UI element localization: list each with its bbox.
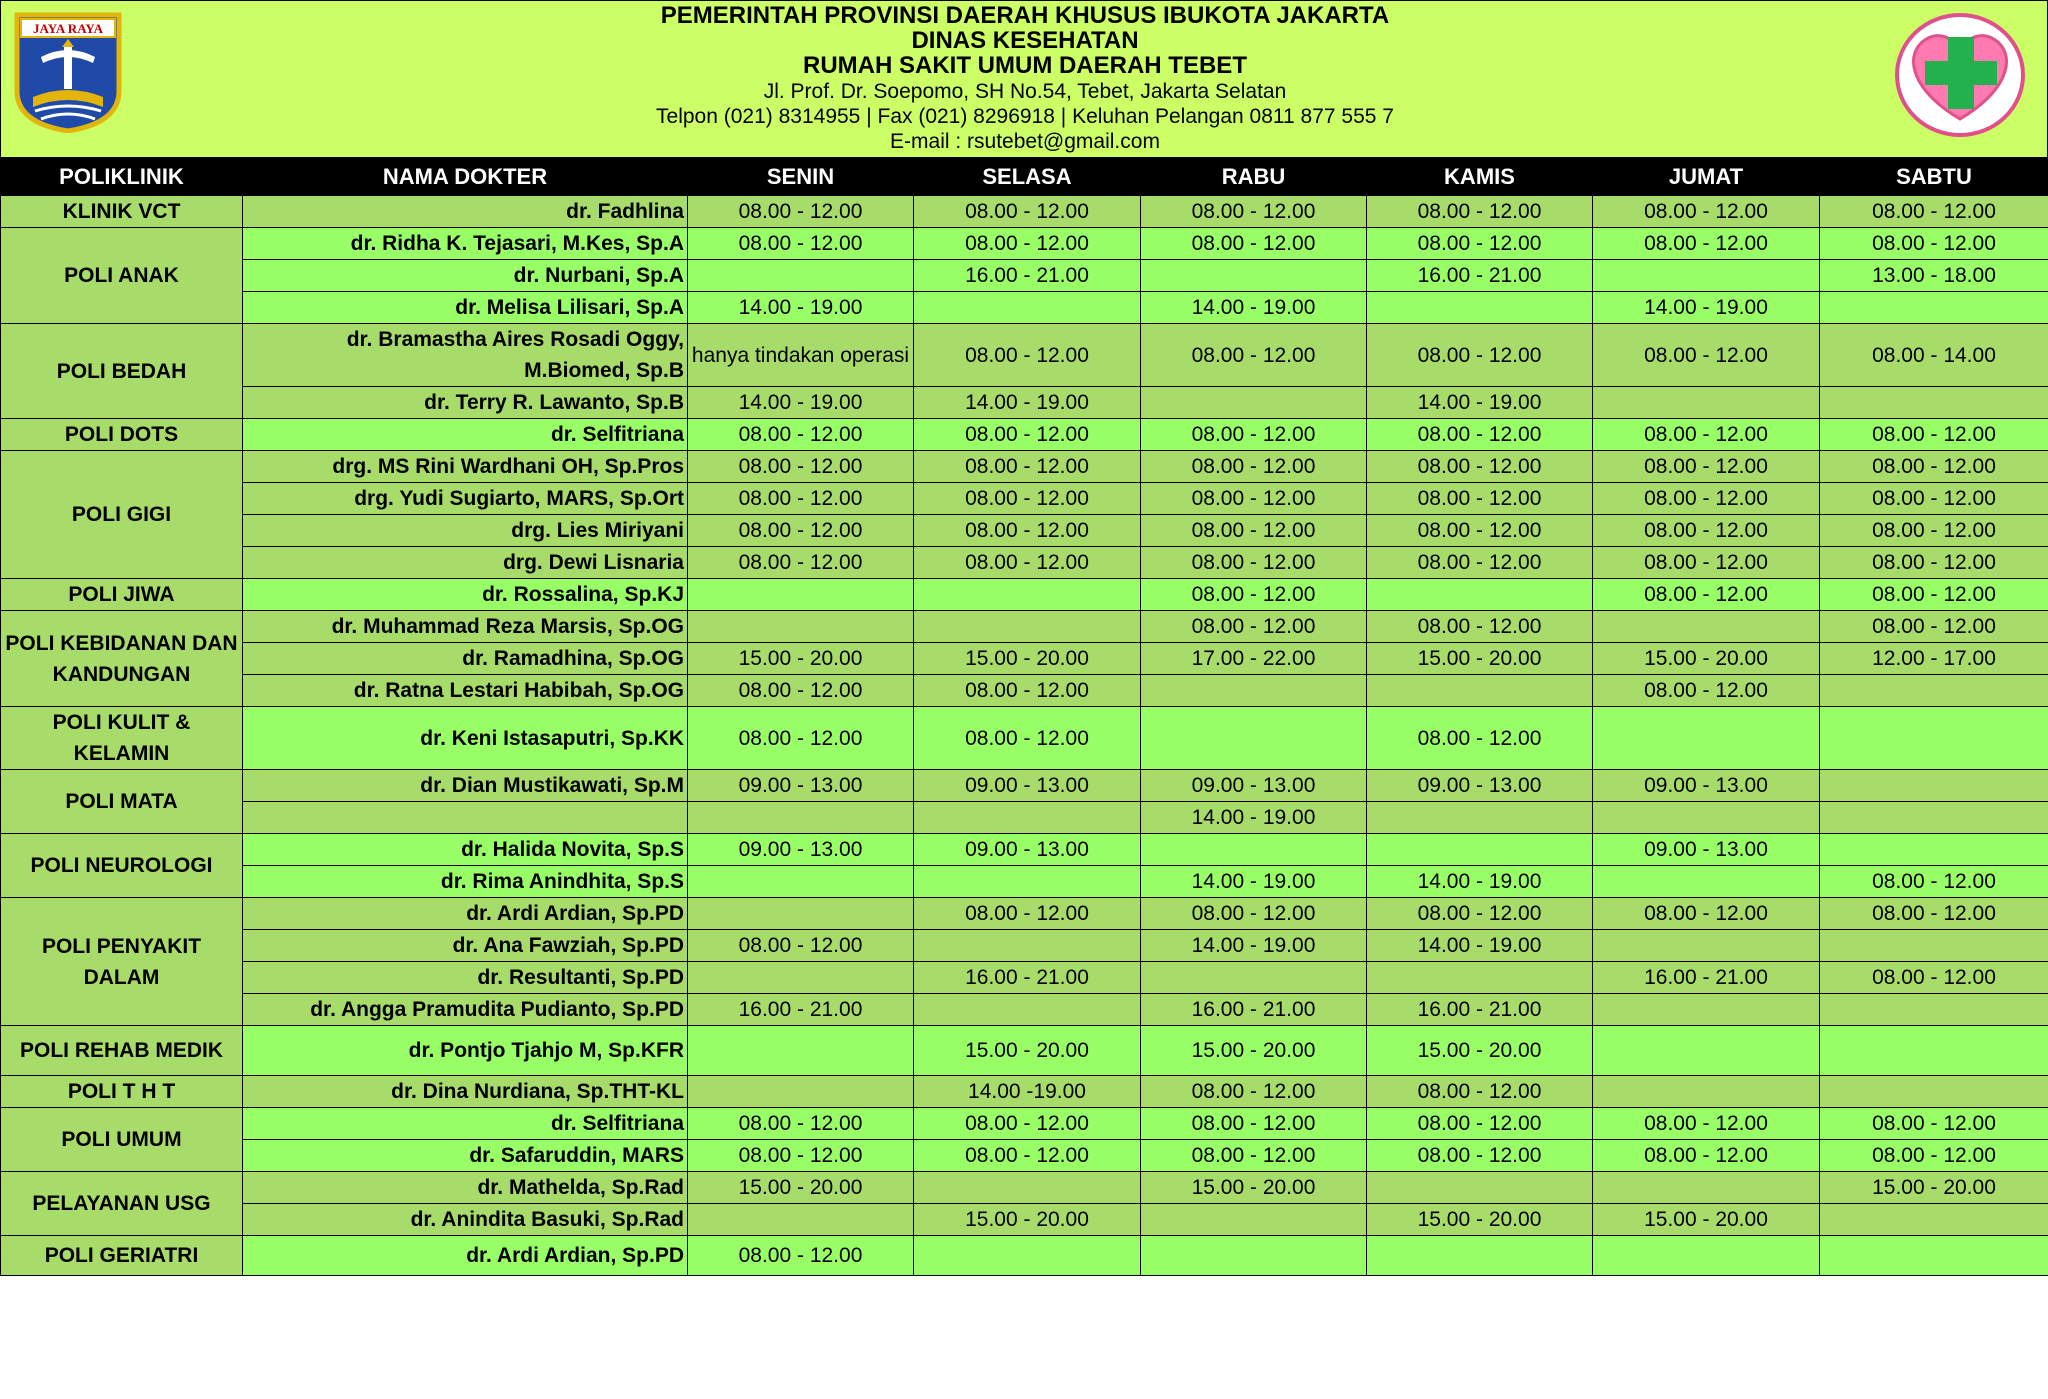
schedule-time-cell bbox=[914, 930, 1141, 962]
schedule-time-cell bbox=[688, 802, 914, 834]
schedule-time-cell: 08.00 - 12.00 bbox=[1593, 324, 1820, 387]
schedule-time-cell bbox=[1593, 707, 1820, 770]
schedule-time-cell bbox=[1593, 1076, 1820, 1108]
schedule-time-cell bbox=[1820, 387, 2048, 419]
schedule-time-cell: 15.00 - 20.00 bbox=[1367, 643, 1593, 675]
schedule-time-cell: 08.00 - 12.00 bbox=[914, 196, 1141, 228]
col-jumat-header: JUMAT bbox=[1593, 158, 1820, 196]
schedule-time-cell bbox=[1593, 1236, 1820, 1276]
schedule-time-cell: 08.00 - 12.00 bbox=[1593, 898, 1820, 930]
doctor-name-cell: drg. Lies Miriyani bbox=[243, 515, 688, 547]
schedule-time-cell bbox=[914, 292, 1141, 324]
schedule-time-cell bbox=[1820, 770, 2048, 802]
schedule-time-cell: 14.00 - 19.00 bbox=[1593, 292, 1820, 324]
table-row bbox=[1, 419, 2048, 451]
doctor-name-cell: dr. Selfitriana bbox=[243, 1108, 688, 1140]
col-kamis-header: KAMIS bbox=[1367, 158, 1593, 196]
schedule-time-cell: 08.00 - 12.00 bbox=[1367, 547, 1593, 579]
col-doctor-header: NAMA DOKTER bbox=[243, 158, 688, 196]
doctor-name-cell: dr. Safaruddin, MARS bbox=[243, 1140, 688, 1172]
schedule-time-cell: 08.00 - 12.00 bbox=[1141, 515, 1367, 547]
poliklinik-cell: POLI NEUROLOGI bbox=[1, 834, 243, 898]
schedule-time-cell bbox=[1141, 707, 1367, 770]
table-row bbox=[1, 1172, 2048, 1204]
poliklinik-cell: POLI GERIATRI bbox=[1, 1236, 243, 1276]
schedule-time-cell: 08.00 - 12.00 bbox=[1141, 419, 1367, 451]
table-row bbox=[1, 483, 2048, 515]
schedule-time-cell: 08.00 - 12.00 bbox=[688, 707, 914, 770]
doctor-name-cell: dr. Dina Nurdiana, Sp.THT-KL bbox=[243, 1076, 688, 1108]
schedule-time-cell bbox=[1367, 962, 1593, 994]
schedule-time-cell: 08.00 - 12.00 bbox=[1141, 898, 1367, 930]
hospital-cross-logo bbox=[1893, 11, 2027, 139]
schedule-time-cell: 09.00 - 13.00 bbox=[914, 834, 1141, 866]
schedule-time-cell: 16.00 - 21.00 bbox=[688, 994, 914, 1026]
schedule-time-cell: 12.00 - 17.00 bbox=[1820, 643, 2048, 675]
schedule-time-cell bbox=[1593, 994, 1820, 1026]
schedule-time-cell bbox=[1820, 1076, 2048, 1108]
schedule-time-cell bbox=[1820, 994, 2048, 1026]
schedule-time-cell: 08.00 - 12.00 bbox=[688, 515, 914, 547]
schedule-time-cell: 08.00 - 12.00 bbox=[688, 1108, 914, 1140]
schedule-time-cell bbox=[914, 866, 1141, 898]
schedule-time-cell: 16.00 - 21.00 bbox=[1141, 994, 1367, 1026]
schedule-time-cell bbox=[1820, 834, 2048, 866]
poliklinik-cell: POLI BEDAH bbox=[1, 324, 243, 419]
table-row bbox=[1, 1204, 2048, 1236]
schedule-time-cell: 08.00 - 12.00 bbox=[688, 547, 914, 579]
poliklinik-cell: POLI UMUM bbox=[1, 1108, 243, 1172]
doctor-name-cell: drg. MS Rini Wardhani OH, Sp.Pros bbox=[243, 451, 688, 483]
schedule-time-cell: 08.00 - 12.00 bbox=[914, 451, 1141, 483]
table-row bbox=[1, 675, 2048, 707]
schedule-time-cell: 08.00 - 12.00 bbox=[914, 1108, 1141, 1140]
header-banner bbox=[0, 0, 2048, 158]
doctor-name-cell: drg. Dewi Lisnaria bbox=[243, 547, 688, 579]
schedule-time-cell bbox=[914, 1236, 1141, 1276]
poliklinik-cell: POLI KULIT & KELAMIN bbox=[1, 707, 243, 770]
schedule-time-cell: 08.00 - 12.00 bbox=[914, 324, 1141, 387]
schedule-time-cell: 09.00 - 13.00 bbox=[1141, 770, 1367, 802]
schedule-time-cell: 14.00 - 19.00 bbox=[1367, 930, 1593, 962]
schedule-time-cell: 08.00 - 12.00 bbox=[1820, 483, 2048, 515]
poliklinik-cell: KLINIK VCT bbox=[1, 196, 243, 228]
header-department: DINAS KESEHATAN bbox=[911, 27, 1139, 54]
table-row bbox=[1, 866, 2048, 898]
schedule-time-cell: 08.00 - 12.00 bbox=[1820, 866, 2048, 898]
schedule-time-cell bbox=[1141, 962, 1367, 994]
doctor-name-cell: dr. Pontjo Tjahjo M, Sp.KFR bbox=[243, 1026, 688, 1076]
schedule-time-cell: 14.00 - 19.00 bbox=[1367, 866, 1593, 898]
schedule-time-cell: 08.00 - 12.00 bbox=[1367, 1076, 1593, 1108]
table-row bbox=[1, 834, 2048, 866]
schedule-time-cell: 08.00 - 12.00 bbox=[1367, 1140, 1593, 1172]
schedule-time-cell: 16.00 - 21.00 bbox=[1367, 260, 1593, 292]
schedule-time-cell bbox=[1820, 675, 2048, 707]
poliklinik-cell: POLI KEBIDANAN DAN KANDUNGAN bbox=[1, 611, 243, 707]
schedule-time-cell bbox=[688, 866, 914, 898]
schedule-time-cell: 08.00 - 12.00 bbox=[1593, 675, 1820, 707]
schedule-time-cell: 08.00 - 12.00 bbox=[1820, 579, 2048, 611]
schedule-time-cell bbox=[1367, 1236, 1593, 1276]
schedule-time-cell bbox=[1593, 866, 1820, 898]
doctor-name-cell: dr. Ardi Ardian, Sp.PD bbox=[243, 898, 688, 930]
table-row bbox=[1, 898, 2048, 930]
doctor-name-cell: dr. Angga Pramudita Pudianto, Sp.PD bbox=[243, 994, 688, 1026]
schedule-table bbox=[0, 157, 2048, 1276]
schedule-time-cell: 16.00 - 21.00 bbox=[1367, 994, 1593, 1026]
schedule-time-cell: 08.00 - 12.00 bbox=[1820, 962, 2048, 994]
schedule-time-cell bbox=[688, 579, 914, 611]
schedule-time-cell: 08.00 - 12.00 bbox=[1820, 515, 2048, 547]
schedule-body bbox=[1, 196, 2048, 1276]
schedule-time-cell: 08.00 - 12.00 bbox=[688, 675, 914, 707]
doctor-name-cell: dr. Selfitriana bbox=[243, 419, 688, 451]
table-row bbox=[1, 802, 2048, 834]
schedule-time-cell: 08.00 - 12.00 bbox=[1367, 1108, 1593, 1140]
schedule-time-cell bbox=[914, 611, 1141, 643]
schedule-time-cell: 08.00 - 12.00 bbox=[688, 419, 914, 451]
schedule-time-cell bbox=[1593, 1172, 1820, 1204]
poliklinik-cell: POLI DOTS bbox=[1, 419, 243, 451]
schedule-time-cell: 08.00 - 12.00 bbox=[1820, 228, 2048, 260]
schedule-time-cell: 14.00 - 19.00 bbox=[688, 387, 914, 419]
schedule-time-cell: 08.00 - 12.00 bbox=[1141, 579, 1367, 611]
col-selasa-header: SELASA bbox=[914, 158, 1141, 196]
doctor-name-cell: dr. Rossalina, Sp.KJ bbox=[243, 579, 688, 611]
schedule-time-cell: 08.00 - 12.00 bbox=[1367, 898, 1593, 930]
schedule-time-cell: 08.00 - 12.00 bbox=[1141, 1108, 1367, 1140]
schedule-time-cell: 08.00 - 12.00 bbox=[914, 515, 1141, 547]
poliklinik-cell: POLI JIWA bbox=[1, 579, 243, 611]
table-row bbox=[1, 611, 2048, 643]
schedule-time-cell: 08.00 - 12.00 bbox=[914, 1140, 1141, 1172]
schedule-time-cell bbox=[1820, 707, 2048, 770]
schedule-time-cell: 17.00 - 22.00 bbox=[1141, 643, 1367, 675]
schedule-time-cell: 08.00 - 12.00 bbox=[914, 898, 1141, 930]
schedule-time-cell bbox=[688, 962, 914, 994]
schedule-time-cell: 08.00 - 12.00 bbox=[1820, 898, 2048, 930]
schedule-time-cell: 08.00 - 12.00 bbox=[1593, 1140, 1820, 1172]
schedule-time-cell: 09.00 - 13.00 bbox=[1593, 770, 1820, 802]
col-rabu-header: RABU bbox=[1141, 158, 1367, 196]
schedule-time-cell bbox=[1141, 834, 1367, 866]
table-row bbox=[1, 994, 2048, 1026]
schedule-time-cell: 08.00 - 12.00 bbox=[1593, 451, 1820, 483]
table-row bbox=[1, 515, 2048, 547]
table-row bbox=[1, 324, 2048, 387]
doctor-name-cell: dr. Ana Fawziah, Sp.PD bbox=[243, 930, 688, 962]
poliklinik-cell: POLI ANAK bbox=[1, 228, 243, 324]
poliklinik-cell: POLI REHAB MEDIK bbox=[1, 1026, 243, 1076]
schedule-time-cell: 15.00 - 20.00 bbox=[1141, 1026, 1367, 1076]
schedule-time-cell: 08.00 - 12.00 bbox=[688, 228, 914, 260]
doctor-name-cell: dr. Fadhlina bbox=[243, 196, 688, 228]
schedule-time-cell: 08.00 - 12.00 bbox=[1141, 228, 1367, 260]
schedule-time-cell: 15.00 - 20.00 bbox=[1367, 1026, 1593, 1076]
schedule-time-cell: 08.00 - 12.00 bbox=[1141, 196, 1367, 228]
doctor-name-cell: dr. Keni Istasaputri, Sp.KK bbox=[243, 707, 688, 770]
schedule-time-cell: 08.00 - 12.00 bbox=[688, 196, 914, 228]
schedule-time-cell: 08.00 - 12.00 bbox=[1593, 515, 1820, 547]
schedule-time-cell bbox=[1593, 260, 1820, 292]
schedule-time-cell: 08.00 - 12.00 bbox=[1367, 196, 1593, 228]
schedule-time-cell: 08.00 - 12.00 bbox=[688, 1140, 914, 1172]
schedule-time-cell: 08.00 - 12.00 bbox=[1820, 1140, 2048, 1172]
doctor-name-cell: dr. Terry R. Lawanto, Sp.B bbox=[243, 387, 688, 419]
col-poliklinik-header: POLIKLINIK bbox=[1, 158, 243, 196]
schedule-time-cell: 08.00 - 12.00 bbox=[1820, 547, 2048, 579]
schedule-time-cell: 08.00 - 12.00 bbox=[688, 451, 914, 483]
doctor-name-cell: drg. Yudi Sugiarto, MARS, Sp.Ort bbox=[243, 483, 688, 515]
schedule-time-cell bbox=[1141, 387, 1367, 419]
schedule-time-cell bbox=[1367, 802, 1593, 834]
schedule-time-cell bbox=[1593, 930, 1820, 962]
schedule-time-cell: 08.00 - 12.00 bbox=[914, 547, 1141, 579]
schedule-time-cell: 08.00 - 12.00 bbox=[1367, 228, 1593, 260]
schedule-time-cell: 15.00 - 20.00 bbox=[1141, 1172, 1367, 1204]
schedule-time-cell: 09.00 - 13.00 bbox=[688, 834, 914, 866]
schedule-time-cell: 14.00 - 19.00 bbox=[914, 387, 1141, 419]
doctor-name-cell: dr. Ramadhina, Sp.OG bbox=[243, 643, 688, 675]
table-row bbox=[1, 643, 2048, 675]
schedule-time-cell: hanya tindakan operasi bbox=[688, 324, 914, 387]
schedule-time-cell bbox=[688, 1026, 914, 1076]
poliklinik-cell: POLI PENYAKIT DALAM bbox=[1, 898, 243, 1026]
header-email: E-mail : rsutebet@gmail.com bbox=[890, 130, 1160, 153]
schedule-time-cell bbox=[1820, 930, 2048, 962]
schedule-time-cell: 08.00 - 12.00 bbox=[1820, 611, 2048, 643]
doctor-name-cell: dr. Rima Anindhita, Sp.S bbox=[243, 866, 688, 898]
table-header-row bbox=[1, 158, 2048, 196]
schedule-time-cell: 09.00 - 13.00 bbox=[914, 770, 1141, 802]
table-row bbox=[1, 228, 2048, 260]
schedule-time-cell: 15.00 - 20.00 bbox=[914, 1026, 1141, 1076]
table-row bbox=[1, 196, 2048, 228]
schedule-time-cell: 14.00 - 19.00 bbox=[1141, 292, 1367, 324]
table-row bbox=[1, 770, 2048, 802]
schedule-time-cell: 08.00 - 12.00 bbox=[1367, 611, 1593, 643]
header-address: Jl. Prof. Dr. Soepomo, SH No.54, Tebet, Jakarta Selatan bbox=[763, 80, 1287, 103]
schedule-time-cell bbox=[1820, 1026, 2048, 1076]
header-hospital-name: RUMAH SAKIT UMUM DAERAH TEBET bbox=[803, 52, 1247, 79]
poliklinik-cell: PELAYANAN USG bbox=[1, 1172, 243, 1236]
schedule-time-cell bbox=[688, 260, 914, 292]
logo-motto: JAYA RAYA bbox=[33, 21, 103, 36]
schedule-time-cell: 08.00 - 12.00 bbox=[1593, 1108, 1820, 1140]
schedule-time-cell: 14.00 - 19.00 bbox=[688, 292, 914, 324]
doctor-name-cell: dr. Resultanti, Sp.PD bbox=[243, 962, 688, 994]
schedule-time-cell: 08.00 - 12.00 bbox=[1593, 196, 1820, 228]
schedule-time-cell: 08.00 - 12.00 bbox=[1593, 228, 1820, 260]
schedule-time-cell: 08.00 - 12.00 bbox=[1820, 196, 2048, 228]
schedule-time-cell bbox=[1367, 579, 1593, 611]
schedule-time-cell bbox=[688, 1204, 914, 1236]
schedule-time-cell bbox=[688, 898, 914, 930]
schedule-time-cell: 08.00 - 12.00 bbox=[1593, 579, 1820, 611]
schedule-time-cell: 08.00 - 12.00 bbox=[914, 419, 1141, 451]
schedule-time-cell: 15.00 - 20.00 bbox=[914, 1204, 1141, 1236]
schedule-time-cell: 15.00 - 20.00 bbox=[1820, 1172, 2048, 1204]
doctor-name-cell: dr. Ratna Lestari Habibah, Sp.OG bbox=[243, 675, 688, 707]
col-sabtu-header: SABTU bbox=[1820, 158, 2048, 196]
poliklinik-cell: POLI MATA bbox=[1, 770, 243, 834]
schedule-time-cell: 15.00 - 20.00 bbox=[688, 643, 914, 675]
schedule-time-cell: 13.00 - 18.00 bbox=[1820, 260, 2048, 292]
schedule-time-cell: 08.00 - 12.00 bbox=[1820, 451, 2048, 483]
schedule-time-cell: 16.00 - 21.00 bbox=[914, 962, 1141, 994]
schedule-time-cell: 14.00 -19.00 bbox=[914, 1076, 1141, 1108]
schedule-time-cell bbox=[914, 579, 1141, 611]
schedule-time-cell: 08.00 - 12.00 bbox=[1141, 483, 1367, 515]
schedule-time-cell: 08.00 - 12.00 bbox=[1141, 547, 1367, 579]
schedule-time-cell: 08.00 - 12.00 bbox=[1593, 483, 1820, 515]
schedule-time-cell: 08.00 - 12.00 bbox=[688, 930, 914, 962]
schedule-time-cell: 14.00 - 19.00 bbox=[1141, 802, 1367, 834]
schedule-time-cell: 08.00 - 12.00 bbox=[688, 483, 914, 515]
schedule-time-cell bbox=[1141, 260, 1367, 292]
schedule-time-cell: 15.00 - 20.00 bbox=[1593, 643, 1820, 675]
doctor-name-cell: dr. Nurbani, Sp.A bbox=[243, 260, 688, 292]
schedule-time-cell bbox=[1820, 802, 2048, 834]
poliklinik-cell: POLI GIGI bbox=[1, 451, 243, 579]
schedule-time-cell: 08.00 - 12.00 bbox=[1367, 324, 1593, 387]
schedule-time-cell bbox=[1820, 292, 2048, 324]
schedule-time-cell: 14.00 - 19.00 bbox=[1367, 387, 1593, 419]
doctor-name-cell: dr. Muhammad Reza Marsis, Sp.OG bbox=[243, 611, 688, 643]
schedule-time-cell: 14.00 - 19.00 bbox=[1141, 866, 1367, 898]
schedule-time-cell bbox=[1593, 611, 1820, 643]
schedule-time-cell: 08.00 - 12.00 bbox=[1820, 1108, 2048, 1140]
doctor-name-cell: dr. Mathelda, Sp.Rad bbox=[243, 1172, 688, 1204]
table-row bbox=[1, 962, 2048, 994]
schedule-time-cell bbox=[1367, 1172, 1593, 1204]
table-row bbox=[1, 260, 2048, 292]
table-row bbox=[1, 1026, 2048, 1076]
poliklinik-cell: POLI T H T bbox=[1, 1076, 243, 1108]
doctor-name-cell: dr. Halida Novita, Sp.S bbox=[243, 834, 688, 866]
table-row bbox=[1, 1076, 2048, 1108]
schedule-time-cell bbox=[1820, 1236, 2048, 1276]
table-row bbox=[1, 1140, 2048, 1172]
schedule-time-cell: 08.00 - 12.00 bbox=[1820, 419, 2048, 451]
schedule-time-cell: 08.00 - 14.00 bbox=[1820, 324, 2048, 387]
schedule-time-cell bbox=[1367, 834, 1593, 866]
schedule-time-cell: 08.00 - 12.00 bbox=[1367, 483, 1593, 515]
schedule-time-cell: 08.00 - 12.00 bbox=[1141, 1140, 1367, 1172]
schedule-time-cell: 15.00 - 20.00 bbox=[914, 643, 1141, 675]
schedule-time-cell bbox=[1141, 1204, 1367, 1236]
schedule-time-cell: 16.00 - 21.00 bbox=[914, 260, 1141, 292]
schedule-time-cell bbox=[688, 611, 914, 643]
header-phone: Telpon (021) 8314955 | Fax (021) 8296918 | Keluhan Pelangan 0811 877 555 7 bbox=[656, 105, 1394, 128]
table-row bbox=[1, 292, 2048, 324]
schedule-time-cell: 15.00 - 20.00 bbox=[688, 1172, 914, 1204]
schedule-time-cell: 08.00 - 12.00 bbox=[1141, 1076, 1367, 1108]
schedule-time-cell bbox=[1593, 1026, 1820, 1076]
schedule-time-cell: 15.00 - 20.00 bbox=[1367, 1204, 1593, 1236]
table-row bbox=[1, 1236, 2048, 1276]
schedule-time-cell: 08.00 - 12.00 bbox=[1141, 324, 1367, 387]
schedule-time-cell: 08.00 - 12.00 bbox=[914, 707, 1141, 770]
schedule-time-cell: 09.00 - 13.00 bbox=[1593, 834, 1820, 866]
schedule-time-cell: 16.00 - 21.00 bbox=[1593, 962, 1820, 994]
schedule-time-cell bbox=[1593, 802, 1820, 834]
schedule-time-cell bbox=[1367, 675, 1593, 707]
doctor-name-cell bbox=[243, 802, 688, 834]
table-row bbox=[1, 547, 2048, 579]
schedule-time-cell: 08.00 - 12.00 bbox=[1367, 451, 1593, 483]
table-row bbox=[1, 579, 2048, 611]
schedule-time-cell: 08.00 - 12.00 bbox=[1367, 707, 1593, 770]
schedule-time-cell bbox=[1820, 1204, 2048, 1236]
col-senin-header: SENIN bbox=[688, 158, 914, 196]
doctor-name-cell: dr. Ardi Ardian, Sp.PD bbox=[243, 1236, 688, 1276]
table-row bbox=[1, 707, 2048, 770]
schedule-time-cell: 09.00 - 13.00 bbox=[688, 770, 914, 802]
schedule-time-cell bbox=[1367, 292, 1593, 324]
schedule-time-cell bbox=[688, 1076, 914, 1108]
schedule-time-cell: 08.00 - 12.00 bbox=[1593, 419, 1820, 451]
doctor-name-cell: dr. Melisa Lilisari, Sp.A bbox=[243, 292, 688, 324]
doctor-name-cell: dr. Dian Mustikawati, Sp.M bbox=[243, 770, 688, 802]
schedule-time-cell: 08.00 - 12.00 bbox=[914, 675, 1141, 707]
table-row bbox=[1, 451, 2048, 483]
schedule-time-cell bbox=[1141, 675, 1367, 707]
schedule-time-cell: 08.00 - 12.00 bbox=[1367, 419, 1593, 451]
schedule-time-cell bbox=[914, 1172, 1141, 1204]
table-row bbox=[1, 930, 2048, 962]
table-row bbox=[1, 387, 2048, 419]
schedule-time-cell bbox=[1141, 1236, 1367, 1276]
doctor-name-cell: dr. Ridha K. Tejasari, M.Kes, Sp.A bbox=[243, 228, 688, 260]
schedule-time-cell: 09.00 - 13.00 bbox=[1367, 770, 1593, 802]
schedule-time-cell: 08.00 - 12.00 bbox=[1367, 515, 1593, 547]
schedule-time-cell: 14.00 - 19.00 bbox=[1141, 930, 1367, 962]
schedule-time-cell: 08.00 - 12.00 bbox=[1141, 451, 1367, 483]
table-row bbox=[1, 1108, 2048, 1140]
schedule-time-cell: 08.00 - 12.00 bbox=[1141, 611, 1367, 643]
doctor-name-cell: dr. Anindita Basuki, Sp.Rad bbox=[243, 1204, 688, 1236]
schedule-time-cell bbox=[914, 994, 1141, 1026]
doctor-name-cell: dr. Bramastha Aires Rosadi Oggy, M.Biomed, Sp.B bbox=[243, 324, 688, 387]
schedule-time-cell bbox=[1593, 387, 1820, 419]
schedule-time-cell: 08.00 - 12.00 bbox=[688, 1236, 914, 1276]
schedule-time-cell: 08.00 - 12.00 bbox=[914, 483, 1141, 515]
schedule-time-cell: 08.00 - 12.00 bbox=[914, 228, 1141, 260]
schedule-time-cell: 08.00 - 12.00 bbox=[1593, 547, 1820, 579]
schedule-time-cell bbox=[914, 802, 1141, 834]
schedule-time-cell: 15.00 - 20.00 bbox=[1593, 1204, 1820, 1236]
header-government: PEMERINTAH PROVINSI DAERAH KHUSUS IBUKOTA JAKARTA bbox=[660, 2, 1390, 29]
